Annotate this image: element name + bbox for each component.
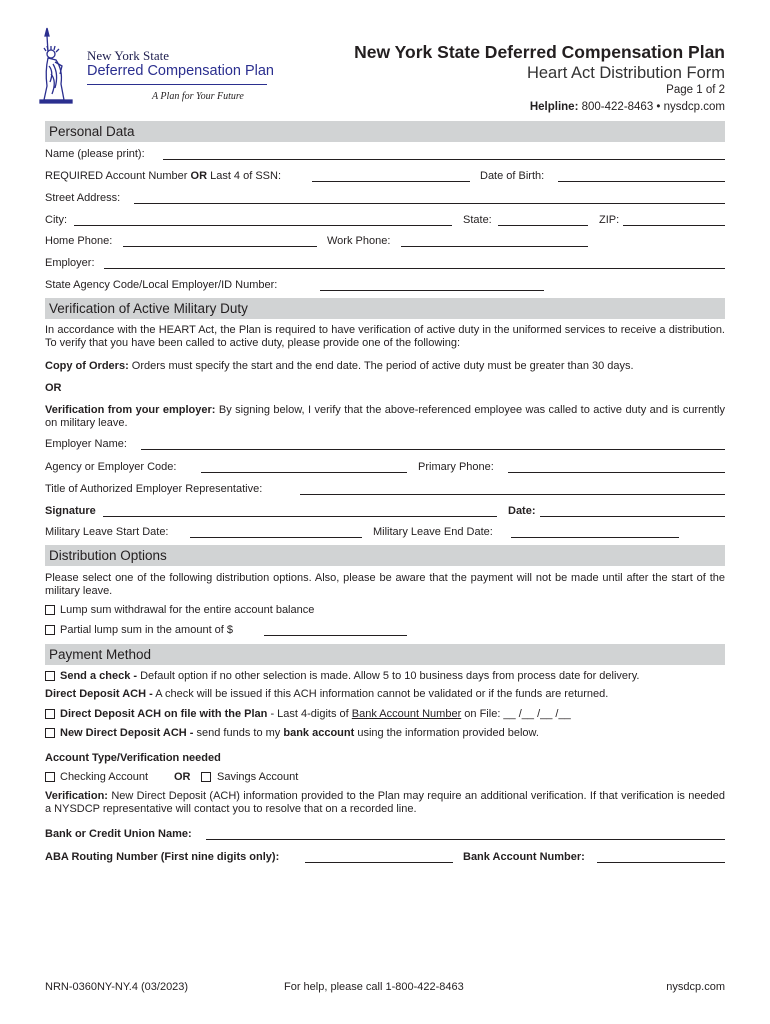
name-label: Name (please print):	[45, 148, 145, 160]
signature-date-label: Date:	[508, 505, 536, 517]
ach-on-file-text: - Last 4-digits of	[270, 708, 349, 720]
ssn-text: Last 4 of SSN:	[210, 170, 282, 182]
ach-on-file-label: Direct Deposit ACH on file with the Plan	[60, 708, 268, 720]
bank-name-label: Bank or Credit Union Name:	[45, 828, 192, 840]
form-subtitle: Heart Act Distribution Form	[526, 64, 725, 82]
checking-label: Checking Account	[60, 771, 149, 783]
ach-on-file-checkbox[interactable]	[45, 709, 55, 719]
section-payment-method: Payment Method	[45, 644, 725, 665]
copy-of-orders-label: Copy of Orders:	[45, 360, 129, 372]
or-text: OR	[190, 170, 208, 182]
bank-account-label: Bank Account Number:	[463, 851, 585, 863]
partial-amount-field[interactable]	[264, 635, 407, 636]
leave-start-label: Military Leave Start Date:	[45, 526, 169, 538]
city-label: City:	[45, 214, 67, 226]
logo-tagline: A Plan for Your Future	[152, 91, 244, 102]
checking-checkbox[interactable]	[45, 772, 55, 782]
page-number: Page 1 of 2	[666, 84, 725, 96]
employer-verification-label: Verification from your employer:	[45, 404, 216, 416]
aba-routing-label: ABA Routing Number (First nine digits only):	[45, 851, 280, 863]
bank-account-number-link: Bank Account Number	[351, 708, 462, 720]
state-label: State:	[463, 214, 492, 226]
helpline-label: Helpline:	[529, 101, 579, 113]
copy-of-orders-text: Orders must specify the start and the end date. The period of active duty must be greater than 30 days.	[131, 360, 634, 372]
footer-help: For help, please call 1-800-422-8463	[284, 981, 464, 993]
new-ach-bank-account: bank account	[283, 727, 355, 739]
street-label: Street Address:	[45, 192, 121, 204]
partial-lump-sum-label: Partial lump sum in the amount of $	[60, 624, 234, 636]
dob-label: Date of Birth:	[480, 170, 545, 182]
verification-note	[45, 790, 725, 816]
primary-phone-field[interactable]	[508, 472, 725, 473]
leave-end-field[interactable]	[511, 537, 679, 538]
ach-on-file-digits: on File: __ /__ /__ /__	[464, 708, 571, 720]
savings-checkbox[interactable]	[201, 772, 211, 782]
agency-code-label: State Agency Code/Local Employer/ID Number:	[45, 279, 278, 291]
account-type-heading: Account Type/Verification needed	[45, 752, 221, 764]
verification-note-label: Verification:	[45, 790, 108, 802]
account-number-text: Account Number	[105, 170, 188, 182]
footer-site: nysdcp.com	[666, 981, 725, 993]
send-check-option	[60, 670, 639, 683]
bank-account-field[interactable]	[597, 862, 725, 863]
primary-phone-label: Primary Phone:	[418, 461, 494, 473]
home-phone-field[interactable]	[123, 246, 317, 247]
employer-name-label: Employer Name:	[45, 438, 127, 450]
signature-field[interactable]	[103, 516, 497, 517]
zip-label: ZIP:	[599, 214, 620, 226]
city-field[interactable]	[74, 225, 452, 226]
agency-code-field[interactable]	[320, 290, 544, 291]
copy-of-orders	[45, 360, 634, 373]
send-check-text: Default option if no other selection is made. Allow 5 to 10 business days from process date for delivery.	[140, 670, 640, 682]
ach-on-file-option	[60, 708, 571, 721]
account-label	[45, 170, 281, 183]
section-distribution: Distribution Options	[45, 545, 725, 566]
zip-field[interactable]	[623, 225, 725, 226]
new-ach-text-end: using the information provided below.	[357, 727, 539, 739]
new-ach-text: send funds to my	[196, 727, 281, 739]
new-ach-label: New Direct Deposit ACH -	[60, 727, 194, 739]
dob-field[interactable]	[558, 181, 725, 182]
employer-label: Employer:	[45, 257, 95, 269]
new-ach-checkbox[interactable]	[45, 728, 55, 738]
employer-verification	[45, 404, 725, 430]
logo-text-state: New York State	[87, 48, 169, 63]
rep-title-field[interactable]	[300, 494, 725, 495]
rep-title-label: Title of Authorized Employer Representative:	[45, 483, 263, 495]
partial-lump-sum-checkbox[interactable]	[45, 625, 55, 635]
direct-deposit-label: Direct Deposit ACH -	[45, 688, 153, 700]
section-verification: Verification of Active Military Duty	[45, 298, 725, 319]
send-check-label: Send a check -	[60, 670, 138, 682]
street-field[interactable]	[134, 203, 725, 204]
employer-field[interactable]	[104, 268, 725, 269]
bank-name-field[interactable]	[206, 839, 725, 840]
signature-label: Signature	[45, 505, 96, 517]
lump-sum-checkbox[interactable]	[45, 605, 55, 615]
section-personal-data: Personal Data	[45, 121, 725, 142]
helpline-value: 800-422-8463 • nysdcp.com	[581, 101, 725, 113]
employer-code-field[interactable]	[201, 472, 407, 473]
new-ach-option	[60, 727, 539, 740]
direct-deposit-note	[45, 688, 608, 701]
work-phone-label: Work Phone:	[327, 235, 391, 247]
leave-start-field[interactable]	[190, 537, 362, 538]
form-id: NRN-0360NY-NY.4 (03/2023)	[45, 981, 189, 993]
logo-text-plan: Deferred Compensation Plan	[87, 63, 274, 79]
state-field[interactable]	[498, 225, 588, 226]
account-field[interactable]	[312, 181, 470, 182]
employer-code-label: Agency or Employer Code:	[45, 461, 177, 473]
statue-of-liberty-logo-icon	[38, 26, 88, 104]
aba-routing-field[interactable]	[305, 862, 453, 863]
account-type-or: OR	[174, 771, 191, 783]
work-phone-field[interactable]	[401, 246, 588, 247]
helpline	[530, 101, 725, 113]
signature-date-field[interactable]	[540, 516, 725, 517]
home-phone-label: Home Phone:	[45, 235, 113, 247]
verification-note-text: New Direct Deposit (ACH) information provided to the Plan may require an additional verification. If that verification is needed a NYSDCP representative will contact you to resolve that on a recorded line.	[45, 790, 725, 815]
name-field[interactable]	[163, 159, 725, 160]
savings-label: Savings Account	[217, 771, 299, 783]
employer-verification-text: By signing below, I verify that the above-referenced employee was called to active duty and is currently on military leave.	[45, 404, 725, 429]
logo-divider	[87, 84, 267, 85]
or-separator: OR	[45, 382, 62, 394]
direct-deposit-text: A check will be issued if this ACH information cannot be validated or if the funds are returned.	[155, 688, 609, 700]
required-text: REQUIRED	[45, 170, 104, 182]
form-title: New York State Deferred Compensation Plan	[354, 42, 725, 62]
leave-end-label: Military Leave End Date:	[373, 526, 493, 538]
verification-intro: In accordance with the HEART Act, the Plan is required to have verification of active duty in the uniformed services to receive a distribution. To verify that you have been called to active duty, please provide one of the following:	[45, 324, 725, 349]
distribution-intro: Please select one of the following distribution options. Also, please be aware that the payment will not be made until after the start of the military leave.	[45, 572, 725, 597]
employer-name-field[interactable]	[141, 449, 725, 450]
lump-sum-label: Lump sum withdrawal for the entire account balance	[60, 604, 315, 616]
send-check-checkbox[interactable]	[45, 671, 55, 681]
